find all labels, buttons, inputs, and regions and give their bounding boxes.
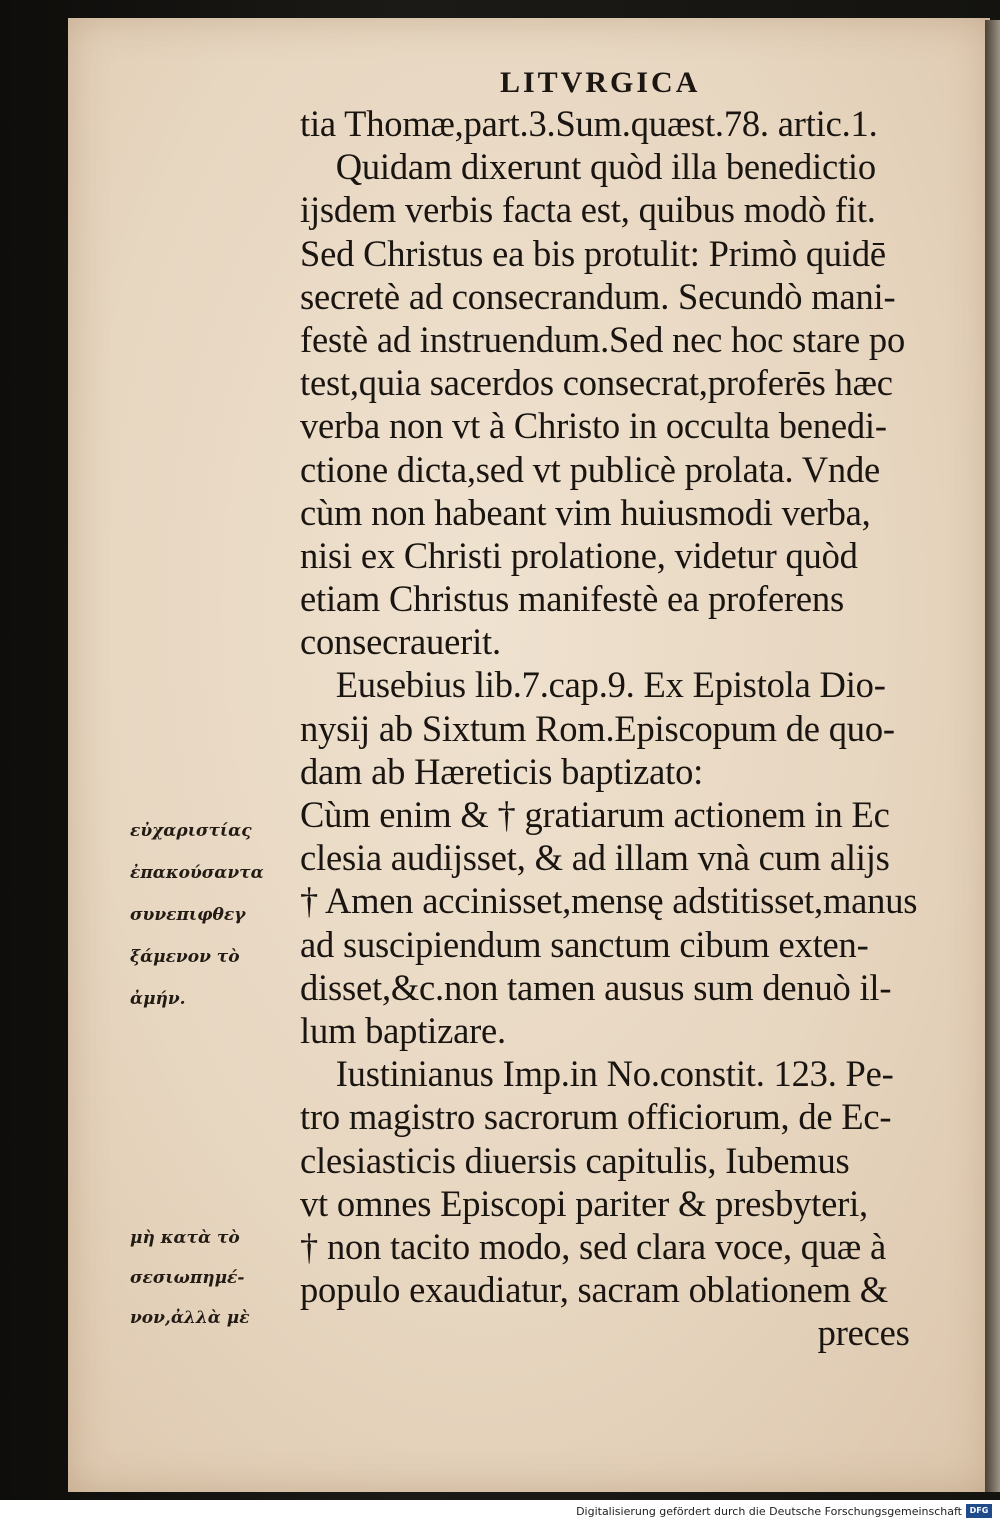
margin-note-line: εὐχαριστίας bbox=[130, 821, 252, 841]
text-line: ad suscipiendum sanctum cibum exten- bbox=[300, 923, 869, 965]
margin-note-line: σεσιωπημέ- bbox=[130, 1268, 245, 1288]
margin-notes-greek-1 bbox=[130, 810, 300, 1020]
margin-note-line: μὴ κατὰ τὸ bbox=[130, 1228, 240, 1248]
body-text bbox=[300, 102, 960, 1354]
margin-note-line: συνεπιφθεγ bbox=[130, 905, 246, 925]
margin-note-line: ἀμήν. bbox=[130, 989, 186, 1009]
text-line: ijsdem verbis facta est, quibus modò fit. bbox=[300, 189, 876, 231]
text-line: vt omnes Episcopi pariter & presbyteri, bbox=[300, 1182, 868, 1224]
text-line: nisi ex Christi prolatione, videtur quòd bbox=[300, 534, 858, 576]
text-line: disset,&c.non tamen ausus sum denuò il- bbox=[300, 966, 892, 1008]
margin-note-line: ἐπακούσαντα bbox=[130, 863, 264, 883]
text-line: Quidam dixerunt quòd illa benedictio bbox=[300, 146, 876, 188]
margin-note-line: νον,ἀλλὰ μὲ bbox=[130, 1308, 250, 1328]
text-line: † non tacito modo, sed clara voce, quæ à bbox=[300, 1225, 886, 1267]
text-line: nysij ab Sixtum Rom.Episcopum de quo- bbox=[300, 707, 895, 749]
text-line: tro magistro sacrorum officiorum, de Ec- bbox=[300, 1096, 892, 1138]
text-line: secretè ad consecrandum. Secundò mani- bbox=[300, 275, 896, 317]
text-line: dam ab Hæreticis baptizato: bbox=[300, 750, 704, 792]
text-line: Sed Christus ea bis protulit: Primò quidē bbox=[300, 232, 886, 274]
page-edge bbox=[985, 20, 1000, 1492]
text-line: lum baptizare. bbox=[300, 1009, 506, 1051]
text-line: preces bbox=[300, 1312, 910, 1354]
text-line: test,quia sacerdos consecrat,proferēs hæc bbox=[300, 362, 893, 404]
running-head: LITVRGICA bbox=[500, 66, 701, 99]
text-line: festè ad instruendum.Sed nec hoc stare po bbox=[300, 318, 906, 360]
text-line: consecrauerit. bbox=[300, 621, 501, 663]
text-line: tia Thomæ,part.3.Sum.quæst.78. artic.1. bbox=[300, 103, 878, 144]
text-line: verba non vt à Christo in occulta benedi- bbox=[300, 405, 887, 447]
text-line: Cùm enim & † gratiarum actionem in Ec bbox=[300, 794, 890, 835]
text-line: † Amen accinisset,mensę adstitisset,manus bbox=[300, 880, 918, 922]
footer-credit: Digitalisierung gefördert durch die Deutsche Forschungsgemeinschaft bbox=[576, 1505, 962, 1518]
text-line: cùm non habeant vim huiusmodi verba, bbox=[300, 491, 871, 533]
text-line: Iustinianus Imp.in No.constit. 123. Pe- bbox=[300, 1053, 894, 1095]
text-line: clesia audijsset, & ad illam vnà cum alijs bbox=[300, 837, 890, 879]
text-line: populo exaudiatur, sacram oblationem & bbox=[300, 1269, 888, 1311]
margin-notes-greek-2 bbox=[130, 1218, 300, 1338]
text-line: clesiasticis diuersis capitulis, Iubemus bbox=[300, 1139, 850, 1181]
text-line: Eusebius lib.7.cap.9. Ex Epistola Dio- bbox=[300, 664, 886, 706]
text-line: etiam Christus manifestè ea proferens bbox=[300, 578, 844, 620]
text-line: ctione dicta,sed vt publicè prolata. Vnde bbox=[300, 448, 881, 490]
dfg-logo: DFG bbox=[966, 1504, 992, 1518]
margin-note-line: ξάμενον τὸ bbox=[130, 947, 240, 967]
